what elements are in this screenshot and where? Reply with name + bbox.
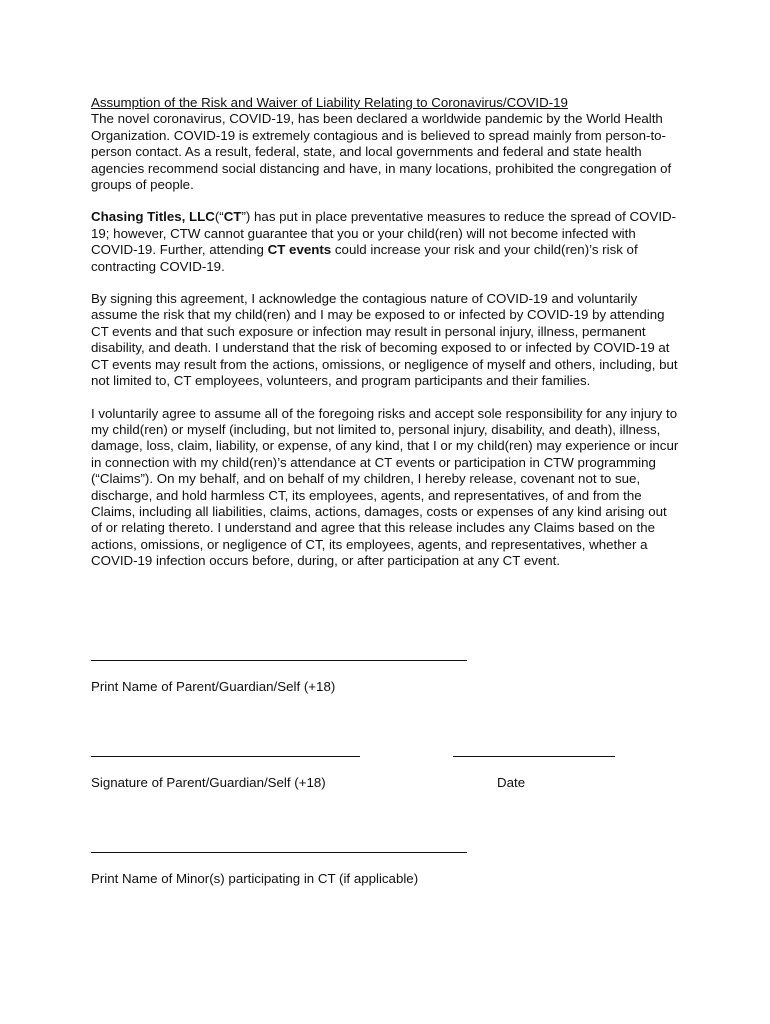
- paragraph-company: [91, 209, 681, 275]
- parent-signature-label: Signature of Parent/Guardian/Self (+18): [91, 775, 326, 790]
- minor-print-name-line[interactable]: [91, 852, 467, 853]
- paragraph-pandemic: The novel coronavirus, COVID-19, has been declared a worldwide pandemic by the World Health Organization. COVID-19 is extremely contagious and is believed to spread mainly from person-to-person contact. As a result, federal, state, and local governments and federal and state health agencies recommend social distancing and have, in many locations, prohibited the congregation of groups of people.: [91, 111, 672, 193]
- waiver-document: [91, 95, 681, 586]
- company-abbreviation: CT: [223, 209, 242, 225]
- minor-print-name-label: Print Name of Minor(s) participating in CT (if applicable): [91, 871, 419, 886]
- date-label: Date: [497, 775, 526, 790]
- quote-open: (“: [214, 209, 224, 225]
- parent-print-name-label: Print Name of Parent/Guardian/Self (+18): [91, 679, 336, 694]
- date-line[interactable]: [453, 756, 615, 757]
- paragraph-release: I voluntarily agree to assume all of the foregoing risks and accept sole responsibility for any injury to my child(ren) or myself (including, but not limited to, personal injury, disability, and death), illness, damage, loss, claim, liability, or expense, of any kind, that I or my child(ren) may experience or incur in connection with my child(ren)’s attendance at CT events or participation in CTW programming (“Claims”). On my behalf, and on behalf of my children, I hereby release, covenant not to sue, discharge, and hold harmless CT, its employees, agents, and representatives, of and from the Claims, including all liabilities, claims, actions, damages, costs or expenses of any kind arising out of or relating thereto. I understand and agree that this release includes any Claims based on the actions, omissions, or negligence of CT, its employees, agents, and representatives, whether a COVID-19 infection occurs before, during, or after participation at any CT event.: [91, 405, 679, 569]
- document-title: Assumption of the Risk and Waiver of Liability Relating to Coronavirus/COVID-19: [91, 95, 568, 110]
- parent-signature-line[interactable]: [91, 756, 360, 757]
- ct-events-bold: CT events: [267, 242, 332, 258]
- company-name: Chasing Titles, LLC: [91, 209, 215, 225]
- parent-print-name-line[interactable]: [91, 660, 467, 661]
- paragraph-acknowledgement: By signing this agreement, I acknowledge the contagious nature of COVID-19 and voluntarily assume the risk that my child(ren) and I may be exposed to or infected by COVID-19 by attending CT events and that such exposure or infection may result in personal injury, illness, permanent disability, and death. I understand that the risk of becoming exposed to or infected by COVID-19 at CT events may result from the actions, omissions, or negligence of myself and others, including, but not limited to, CT employees, volunteers, and program participants and their families.: [91, 291, 678, 389]
- quote-close: ”): [241, 209, 251, 225]
- company-text-2: could increase your risk and your child(ren)’s risk of contracting COVID-19.: [91, 242, 638, 274]
- company-text-1: has put in place preventative measures to reduce the spread of COVID-19; however, CTW cannot guarantee that you or your child(ren) will not become infected with COVID-19. Further, attending: [91, 209, 677, 258]
